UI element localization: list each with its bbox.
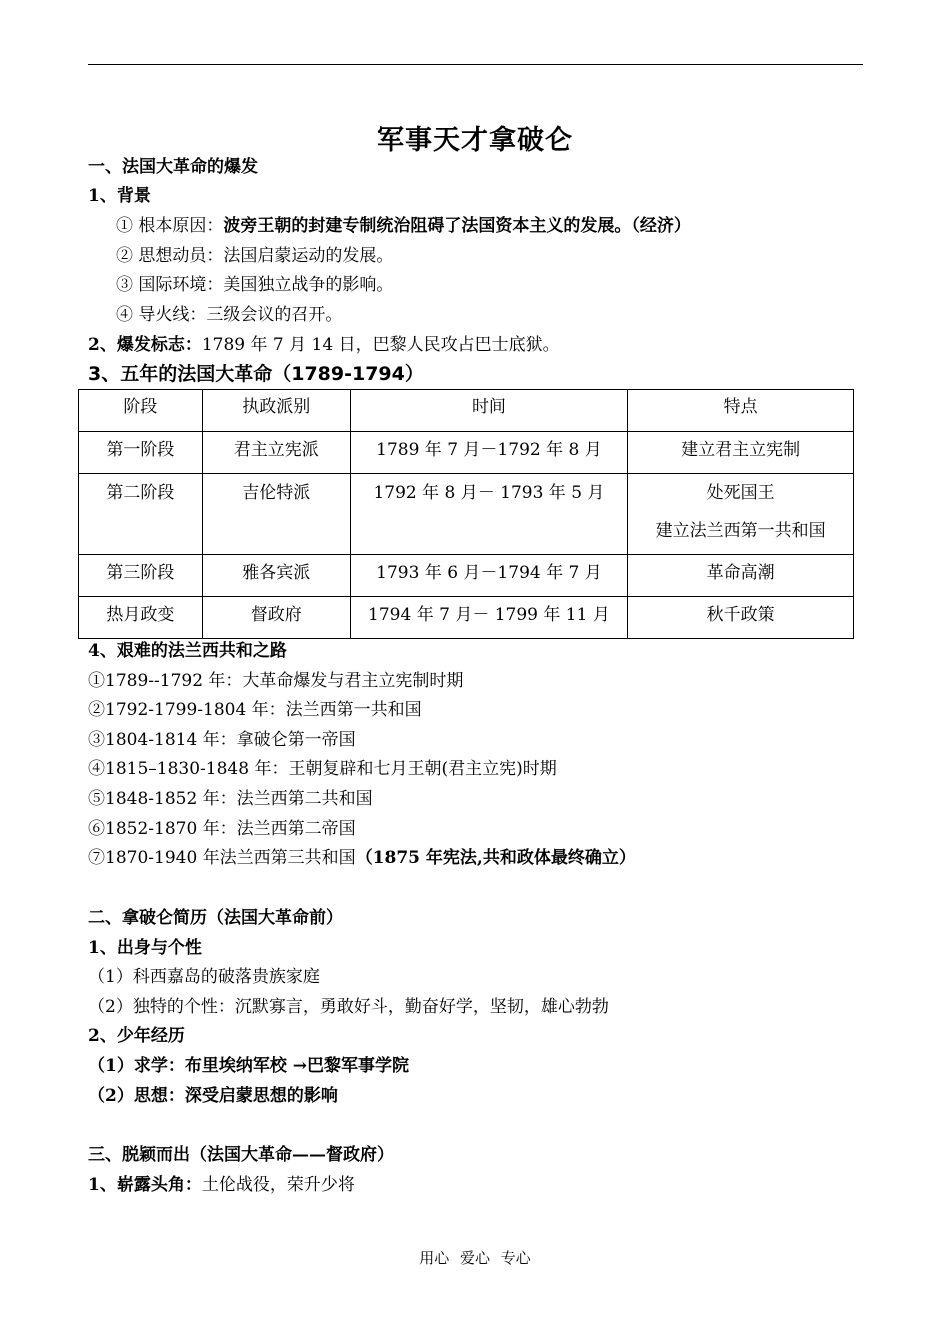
republic-path-item: ⑥1852-1870 年：法兰西第二帝国	[88, 819, 356, 839]
republic-path-item: ①1789--1792 年：大革命爆发与君主立宪制时期	[88, 671, 464, 691]
section-2-heading: 二、拿破仑简历（法国大革命前）	[88, 908, 343, 928]
item-label: ① 根本原因：	[116, 216, 224, 236]
time-cell: 1793 年 6 月－1794 年 7 月	[350, 555, 628, 597]
page-footer: 用心 爱心 专心	[419, 1249, 531, 1267]
origin-item: （1）科西嘉岛的破落贵族家庭	[88, 967, 320, 987]
youth-item: （1）求学：布里埃纳军校 →巴黎军事学院	[88, 1056, 409, 1076]
page-title: 军事天才拿破仑	[377, 125, 573, 156]
republic-path-item: ⑤1848-1852 年：法兰西第二共和国	[88, 789, 373, 809]
background-item-4	[116, 304, 342, 326]
table-header-cell: 时间	[350, 390, 628, 432]
table-row	[79, 597, 854, 639]
background-heading: 1、背景	[88, 186, 151, 206]
feature-cell: 建立君主立宪制	[628, 432, 854, 474]
table-row	[79, 555, 854, 597]
time-cell: 1792 年 8 月－ 1793 年 5 月	[350, 474, 628, 555]
stage-cell: 第一阶段	[79, 432, 203, 474]
table-row	[79, 474, 854, 555]
item-label: ③ 国际环境：	[116, 275, 224, 295]
item-text: ⑦1870-1940 年法兰西第三共和国	[88, 848, 356, 868]
background-item-2	[116, 245, 393, 267]
republic-path-heading: 4、艰难的法兰西共和之路	[88, 641, 287, 661]
stage-cell: 第三阶段	[79, 555, 203, 597]
outbreak-mark-label: 2、爆发标志：	[88, 335, 202, 355]
origin-item: （2）独特的个性：沉默寡言，勇敢好斗，勤奋好学，坚韧，雄心勃勃	[88, 997, 609, 1017]
republic-path-item: ③1804-1814 年：拿破仑第一帝国	[88, 730, 356, 750]
item-label: ④ 导火线：	[116, 305, 207, 325]
item-text: 波旁王朝的封建专制统治阻碍了法国资本主义的发展。（经济）	[223, 216, 691, 236]
item-text: 美国独立战争的影响。	[223, 275, 394, 295]
item-text: 三级会议的召开。	[206, 305, 343, 325]
faction-cell: 君主立宪派	[202, 432, 350, 474]
header-rule	[88, 64, 863, 65]
feature-cell: 革命高潮	[628, 555, 854, 597]
republic-path-item	[88, 847, 636, 869]
revolution-stages-table	[78, 389, 854, 639]
table-row	[79, 432, 854, 474]
item-text: 土伦战役，荣升少将	[201, 1175, 355, 1195]
feature-line: 处死国王	[706, 483, 775, 503]
table-header-cell: 阶段	[79, 390, 203, 432]
outbreak-mark	[88, 334, 560, 356]
section-3-heading: 三、脱颖而出（法国大革命——督政府）	[88, 1145, 394, 1165]
feature-cell: 秋千政策	[628, 597, 854, 639]
time-cell: 1789 年 7 月－1792 年 8 月	[350, 432, 628, 474]
faction-cell: 吉伦特派	[202, 474, 350, 555]
item-text: 法国启蒙运动的发展。	[223, 246, 394, 266]
faction-cell: 雅各宾派	[202, 555, 350, 597]
item-label: ② 思想动员：	[116, 246, 224, 266]
republic-path-item: ④1815–1830-1848 年：王朝复辟和七月王朝(君主立宪)时期	[88, 759, 557, 779]
five-year-heading: 3、五年的法国大革命（1789-1794）	[88, 363, 424, 385]
table-header-cell: 执政派别	[202, 390, 350, 432]
feature-cell	[628, 474, 854, 555]
background-item-1	[116, 215, 691, 237]
youth-item: （2）思想：深受启蒙思想的影响	[88, 1086, 338, 1106]
emergence-item	[88, 1174, 355, 1196]
origin-heading: 1、出身与个性	[88, 938, 202, 958]
stage-cell: 第二阶段	[79, 474, 203, 555]
stage-cell: 热月政变	[79, 597, 203, 639]
section-1-heading: 一、法国大革命的爆发	[88, 157, 258, 177]
youth-heading: 2、少年经历	[88, 1026, 185, 1046]
item-emphasis: （1875 年宪法,共和政体最终确立）	[355, 848, 636, 868]
feature-line: 建立法兰西第一共和国	[655, 521, 826, 541]
faction-cell: 督政府	[202, 597, 350, 639]
background-item-3	[116, 274, 393, 296]
republic-path-item: ②1792-1799-1804 年：法兰西第一共和国	[88, 700, 422, 720]
table-header-row	[79, 390, 854, 432]
item-label: 1、崭露头角：	[88, 1175, 202, 1195]
table-header-cell: 特点	[628, 390, 854, 432]
outbreak-mark-text: 1789 年 7 月 14 日，巴黎人民攻占巴士底狱。	[201, 335, 560, 355]
time-cell: 1794 年 7 月－ 1799 年 11 月	[350, 597, 628, 639]
